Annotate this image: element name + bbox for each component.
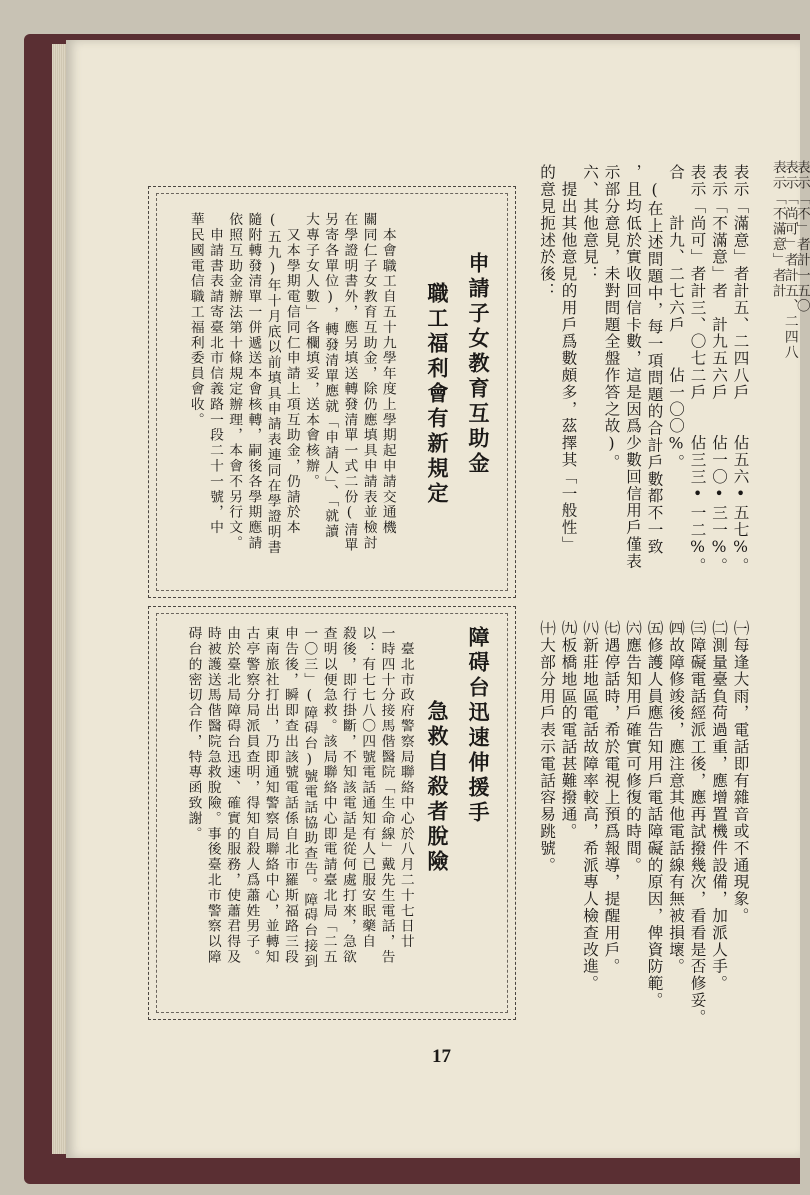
notice-line: 申請書表請寄臺北市信義路一段二十一號，中 xyxy=(206,212,223,536)
rescue-title-main: 障碍台迅速伸援手 xyxy=(466,626,491,826)
rescue-line: 臺北市政府警察局聯絡中心於八月二十七日廿 xyxy=(397,626,414,950)
opinion-item: ㈤修護人員應告知用戶電話障礙的原因，俾資防範。 xyxy=(645,620,664,1009)
rescue-line: 申告後，瞬即查出該號電話係自北市羅斯福路三段 xyxy=(281,626,298,965)
opinion-item: ㈣故障修竣後，應注意其他電話線有無被損壞。 xyxy=(667,620,686,975)
survey-line: 合 計九、二七六戶 佔一〇〇%。 xyxy=(667,164,686,471)
rescue-line: 一時四十分接馬偕醫院「生命線」戴先生電話，告 xyxy=(378,626,395,965)
survey-line: 示部分意見，未對問題全盤作答之故)。 xyxy=(602,164,621,471)
rescue-line: 查明以便急救。該局聯絡中心即電請臺北局「二五 xyxy=(320,626,337,965)
notice-line: 大專子女人數」各欄填妥，送本會核辦。 xyxy=(302,212,319,490)
rescue-line: 由於臺北局障碍台迅速、確實的服務，使蕭君得及 xyxy=(224,626,241,965)
opinion-item: ㈠每逢大雨，電話即有雜音或不通現象。 xyxy=(731,620,750,925)
notice-line: 又本學期電信同仁申請上項互助金，仍請於本 xyxy=(283,212,300,536)
next-page-line: 表示「不」者計一五〇 xyxy=(793,160,810,314)
next-page-fragment xyxy=(768,160,810,1060)
notice-line: 隨附轉發清單一併遞送本會核轉，嗣後各學期應請 xyxy=(245,212,262,551)
rescue-line: 古亭警察分局派員查明，得知自殺人爲蕭姓男子。 xyxy=(243,626,260,965)
opinion-item: ㈧新莊地區電話故障率較高，希派專人檢查改進。 xyxy=(581,620,600,992)
survey-line: 表示「尚可」者計三、〇七二戶 佔三三•一二%。 xyxy=(688,164,707,575)
notice-line: 本會職工自五十九學年度上學期起申請交通機 xyxy=(379,212,396,536)
opinion-item: ㈩大部分用戶表示電話容易跳號。 xyxy=(538,620,557,874)
notice-line: 華民國電信職工福利委員會收。 xyxy=(187,212,204,428)
page-number: 17 xyxy=(432,1046,451,1067)
notice-line: 關同仁子女教育互助金，除仍應填具申請表並檢討 xyxy=(360,212,377,551)
opinion-item: ㈥應告知用戶確實可修復的時間。 xyxy=(624,620,643,874)
survey-line: (在上述問題中，每一項問題的合計戶數都不一致 xyxy=(645,164,664,556)
opinion-item: ㈨板橋地區的電話甚難撥通。 xyxy=(559,620,578,840)
opinion-item: ㈢障礙電話經派工後，應再試撥幾次，看看是否修妥。 xyxy=(688,620,707,1026)
notice-title-main: 申請子女教育互助金 xyxy=(466,252,491,477)
rescue-line: 東南旅社打出，乃即通知警察局聯絡中心，並轉知 xyxy=(262,626,279,965)
notice-line: 另寄各單位)，轉發清單應就「申請人」、「就讀 xyxy=(322,212,339,540)
next-page-line: 表示「不滿意」者計 xyxy=(769,160,786,299)
notice-line: 在學證明書外，應另填送轉發清單一式二份(清單 xyxy=(341,212,358,553)
notice-line: (五九)年十月底以前填具申請表連同在學證明書 xyxy=(264,212,281,556)
rescue-line: 碍台的密切合作，特專函致謝。 xyxy=(185,626,202,842)
next-page-line: 表示「尚可」者計五、二四八 xyxy=(781,160,798,361)
rescue-title-sub: 急救自殺者脫險 xyxy=(425,700,450,875)
notice-line: 依照互助金辦法第十條規定辦理，本會不另行文。 xyxy=(226,212,243,551)
opinion-item: ㈡測量臺負荷過重，應增置機件設備，加派人手。 xyxy=(710,620,729,992)
rescue-line: 時被護送馬偕醫院急救脫險。事後臺北市警察以障 xyxy=(204,626,221,965)
opinion-item: ㈦遇停話時，希於電視上預爲報導，提醒用戶。 xyxy=(602,620,621,975)
notice-title-sub: 職工福利會有新規定 xyxy=(425,282,450,507)
survey-line: ，且均低於實收回信卡數，這是因爲少數回信用戶僅表 xyxy=(624,164,643,570)
survey-line: 提出其他意見的用戶爲數頗多，茲擇其「一般性」 xyxy=(559,164,578,553)
rescue-line: 一〇三」(障碍台)號電話協助查告。障碍台接到 xyxy=(301,626,318,970)
survey-line: 的意見扼述於後： xyxy=(538,164,557,300)
survey-line: 表示「不滿意」者 計九五六戶 佔一〇•三一%。 xyxy=(710,164,729,575)
survey-line: 六、其他意見： xyxy=(581,164,600,283)
survey-line: 表示「滿意」者計五、二四八戶 佔五六•五七%。 xyxy=(731,164,750,575)
rescue-line: 以：有七七八〇四號電話通知有人已服安眠藥自 xyxy=(359,626,376,950)
page-stack-edge xyxy=(52,44,66,1154)
rescue-line: 殺後，即行掛斷，不知該電話是從何處打來，急欲 xyxy=(339,626,356,965)
